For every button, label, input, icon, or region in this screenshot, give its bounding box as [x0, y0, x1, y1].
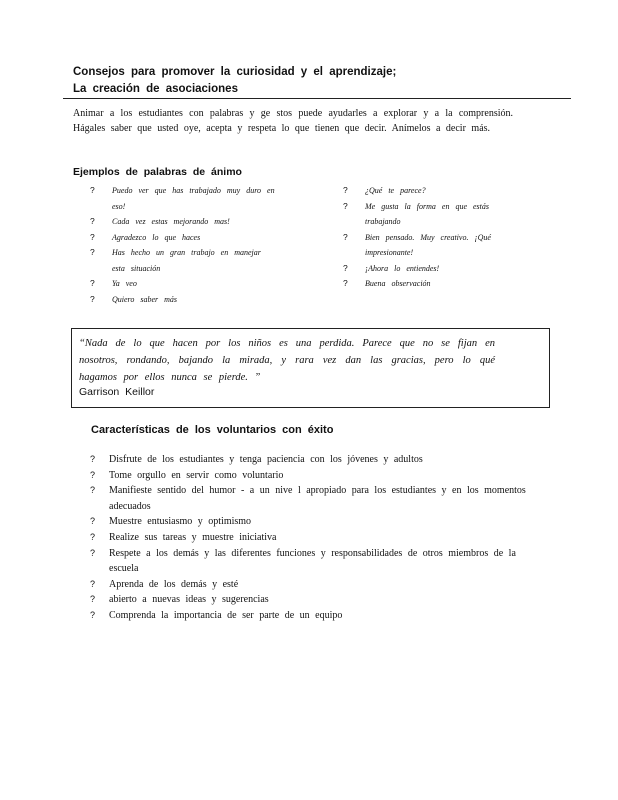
- list-item: ? Bien pensado. Muy creativo. ¡Qué impresionante!: [343, 231, 491, 257]
- quote-box: [71, 328, 550, 408]
- section-title-line-2: La creación de asociaciones: [73, 83, 238, 95]
- examples-left-list: [90, 183, 275, 307]
- bullet: ?: [90, 278, 95, 288]
- list-item: ? Tome orgullo en servir como voluntario: [90, 468, 540, 484]
- list-item: ? ¿Qué te parece?: [343, 183, 528, 199]
- list-item: ? Disfrute de los estudiantes y tenga paciencia con los jóvenes y adultos: [90, 452, 540, 468]
- quote-text: “Nada de lo que hacen por los niños es una perdida. Parece que no se fijan en nosotros, rondando, bajando la mirada, y rara vez dan las gracias, pero lo qué hagamos por ellos nunca se pierde. ”: [79, 338, 495, 383]
- bullet: ?: [90, 216, 95, 226]
- bullet: ?: [343, 278, 348, 288]
- examples-heading: Ejemplos de palabras de ánimo: [73, 166, 242, 178]
- bullet: ?: [343, 231, 348, 242]
- bullet: ?: [90, 531, 96, 542]
- volunteers-heading: Características de los voluntarios con éxito: [91, 424, 334, 436]
- bullet: ?: [90, 247, 95, 257]
- volunteers-list: [90, 452, 540, 624]
- bullet: ?: [343, 185, 348, 195]
- list-item: ? Respete a los demás y las diferentes funciones y responsabilidades de otros miembros de la escuela: [90, 547, 516, 575]
- quote-author: Garrison Keillor: [79, 386, 155, 398]
- list-item: ? Comprenda la importancia de ser parte de un equipo: [90, 608, 540, 624]
- bullet: ?: [90, 594, 96, 605]
- bullet: ?: [90, 454, 96, 464]
- list-item: ? Has hecho un gran trabajo en manejar esta situación: [90, 247, 261, 273]
- list-item: ? Manifieste sentido del humor - a un nive l apropiado para los estudiantes y en los momentos adecuados: [90, 485, 526, 512]
- list-item: ? Aprenda de los demás y esté: [90, 577, 540, 593]
- intro-paragraph: Animar a los estudiantes con palabras y ge stos puede ayudarles a explorar y a la comprensión. Hágales saber que usted oye, acepta y respeta lo que tienen que decir. Anímelos a decir más.: [73, 108, 513, 134]
- bullet: ?: [90, 485, 96, 496]
- list-item: ? Puedo ver que has trabajado muy duro en eso!: [90, 185, 275, 211]
- bullet: ?: [90, 185, 95, 195]
- bullet: ?: [90, 293, 95, 304]
- list-item: ? Muestre entusiasmo y optimismo: [90, 514, 540, 530]
- bullet: ?: [343, 200, 348, 211]
- list-item: ? Ya veo: [90, 276, 275, 292]
- list-item: ? abierto a nuevas ideas y sugerencias: [90, 592, 540, 608]
- section-title-line-1: Consejos para promover la curiosidad y el aprendizaje;: [73, 66, 397, 78]
- list-item: ? Agradezco lo que haces: [90, 230, 275, 246]
- list-item: ? Cada vez estas mejorando mas!: [90, 214, 275, 230]
- list-item: ? Buena observación: [343, 276, 528, 292]
- list-item: ? Me gusta la forma en que estás trabajando: [343, 200, 489, 226]
- title-underline: [63, 98, 571, 99]
- list-item: ? Realize sus tareas y muestre iniciativa: [90, 530, 540, 546]
- bullet: ?: [90, 547, 96, 558]
- bullet: ?: [90, 516, 96, 527]
- list-item: ? Quiero saber más: [90, 292, 275, 308]
- bullet: ?: [90, 578, 96, 589]
- examples-right-list: [343, 183, 528, 292]
- bullet: ?: [90, 469, 96, 480]
- list-item: ? ¡Ahora lo entiendes!: [343, 261, 528, 277]
- bullet: ?: [343, 262, 348, 273]
- bullet: ?: [90, 231, 95, 242]
- bullet: ?: [90, 609, 96, 620]
